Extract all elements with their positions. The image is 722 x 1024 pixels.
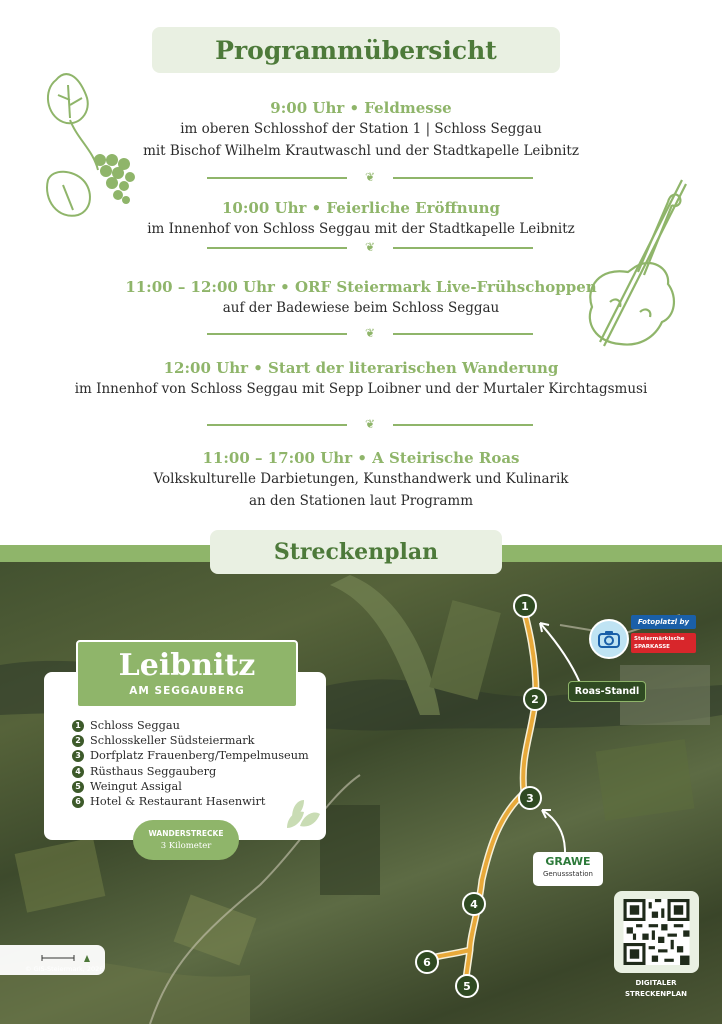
camera-icon bbox=[589, 619, 629, 659]
grawe-sub: Genussstation bbox=[543, 870, 593, 878]
fotoplatz-badge bbox=[631, 615, 696, 656]
copyright: © GIS-Steiermark, 2026 bbox=[25, 965, 104, 973]
qr-frame[interactable] bbox=[614, 891, 699, 973]
event-line: im Innenhof von Schloss Seggau mit Sepp Loibner und der Murtaler Kirchtagsmusi bbox=[74, 381, 648, 397]
station-number: 2 bbox=[72, 735, 84, 747]
event-title: 11:00 – 17:00 Uhr • A Steirische Roas bbox=[202, 449, 520, 467]
route-length-pill bbox=[133, 820, 239, 860]
program-event bbox=[0, 198, 722, 240]
station-label: Rüsthaus Seggauberg bbox=[90, 765, 217, 778]
station-label: Schloss Seggau bbox=[90, 719, 180, 732]
divider bbox=[207, 240, 533, 254]
station-marker[interactable]: 3 bbox=[518, 786, 542, 810]
event-title: 9:00 Uhr • Feldmesse bbox=[270, 99, 452, 117]
station-marker[interactable]: 4 bbox=[462, 892, 486, 916]
ornament-icon: ❦ bbox=[364, 170, 376, 184]
fotoplatz-label: Fotoplatzl by bbox=[631, 615, 696, 629]
legend-item bbox=[72, 764, 216, 779]
map-heading: Streckenplan bbox=[210, 530, 502, 574]
roas-standl-tag: Roas-Standl bbox=[568, 681, 646, 702]
station-number: 6 bbox=[72, 796, 84, 808]
legend-item bbox=[72, 733, 254, 748]
legend-item bbox=[72, 748, 309, 763]
program-event bbox=[0, 448, 722, 512]
qr-label bbox=[606, 978, 706, 1000]
legend-item bbox=[72, 794, 265, 809]
program-event bbox=[0, 98, 722, 162]
program-event bbox=[0, 358, 722, 400]
qr-label-line-1: DIGITALER bbox=[635, 979, 677, 987]
event-line: im Innenhof von Schloss Seggau mit der Stadtkapelle Leibnitz bbox=[147, 221, 575, 237]
event-line: mit Bischof Wilhelm Krautwaschl und der Stadtkapelle Leibnitz bbox=[143, 143, 579, 159]
ornament-icon: ❦ bbox=[364, 417, 376, 431]
station-label: Weingut Assigal bbox=[90, 780, 182, 793]
station-label: Schlosskeller Südsteiermark bbox=[90, 734, 255, 747]
station-label: Dorfplatz Frauenberg/Tempelmuseum bbox=[90, 749, 309, 762]
route-label: WANDERSTRECKE bbox=[148, 829, 224, 838]
station-marker[interactable]: 2 bbox=[523, 687, 547, 711]
divider bbox=[207, 417, 533, 431]
route-length: 3 Kilometer bbox=[160, 841, 212, 851]
ornament-icon: ❦ bbox=[364, 326, 376, 340]
station-number: 1 bbox=[72, 720, 84, 732]
grawe-box bbox=[533, 852, 603, 886]
sparkasse-logo: Steiermärkische SPARKASSE bbox=[631, 633, 696, 653]
event-line: an den Stationen laut Programm bbox=[248, 493, 474, 509]
qr-code-icon[interactable] bbox=[623, 899, 690, 965]
program-heading: Programmübersicht bbox=[152, 27, 560, 73]
divider bbox=[207, 326, 533, 340]
town-title-box bbox=[76, 640, 298, 708]
divider bbox=[207, 170, 533, 184]
town-title: Leibnitz bbox=[118, 648, 256, 683]
qr-label-line-2: STRECKENPLAN bbox=[624, 990, 688, 998]
event-title: 10:00 Uhr • Feierliche Eröffnung bbox=[221, 199, 500, 217]
station-marker[interactable]: 5 bbox=[455, 974, 479, 998]
station-number: 5 bbox=[72, 781, 84, 793]
event-line: auf der Badewiese beim Schloss Seggau bbox=[222, 300, 500, 316]
grawe-logo: GRAWE bbox=[545, 855, 591, 868]
event-line: im oberen Schlosshof der Station 1 | Schloss Seggau bbox=[180, 121, 542, 137]
event-line: Volkskulturelle Darbietungen, Kunsthandwerk und Kulinarik bbox=[153, 471, 569, 487]
event-title: 11:00 – 12:00 Uhr • ORF Steiermark Live-Frühschoppen bbox=[125, 278, 597, 296]
station-number: 4 bbox=[72, 766, 84, 778]
legend-item bbox=[72, 779, 182, 794]
ornament-icon: ❦ bbox=[364, 240, 376, 254]
station-marker[interactable]: 6 bbox=[415, 950, 439, 974]
leaf-icon bbox=[282, 798, 322, 834]
station-label: Hotel & Restaurant Hasenwirt bbox=[90, 795, 266, 808]
station-marker[interactable]: 1 bbox=[513, 594, 537, 618]
town-subtitle: AM SEGGAUBERG bbox=[129, 685, 245, 697]
event-title: 12:00 Uhr • Start der literarischen Wanderung bbox=[163, 359, 559, 377]
legend-item bbox=[72, 718, 180, 733]
program-event bbox=[0, 277, 722, 319]
station-number: 3 bbox=[72, 750, 84, 762]
